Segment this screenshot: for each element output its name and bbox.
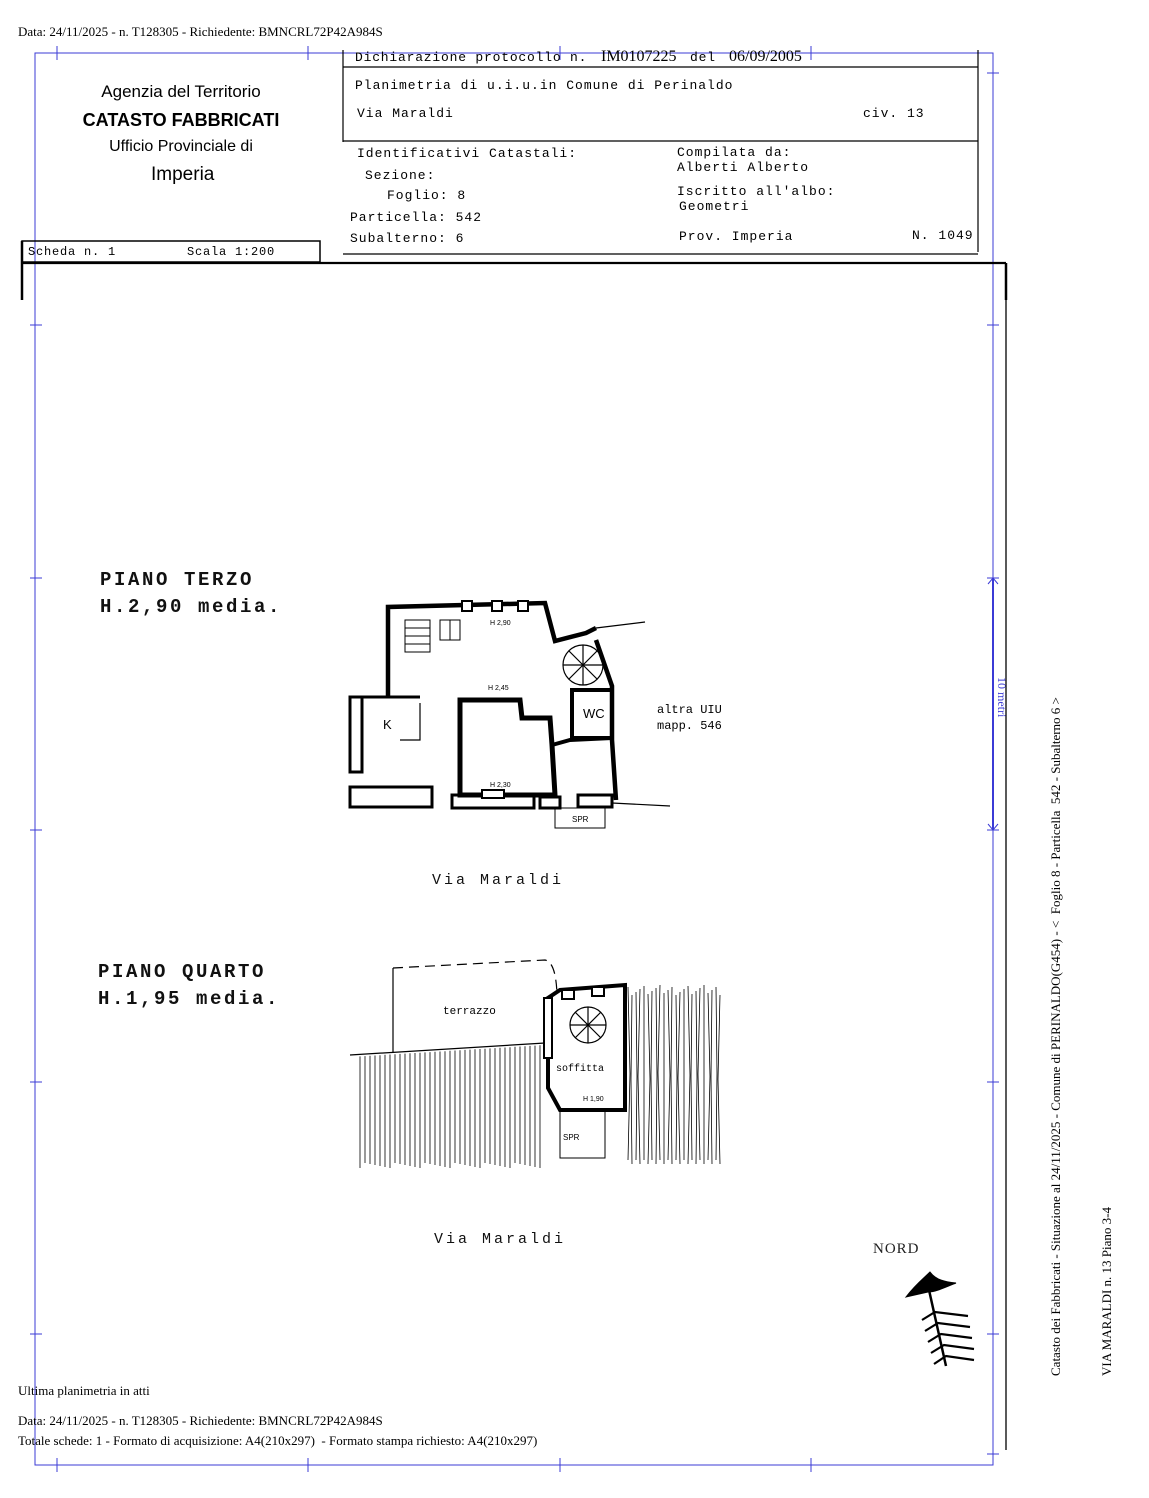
hatch-line — [698, 988, 700, 1160]
wall-south-1 — [350, 787, 432, 807]
hatch-line — [671, 987, 672, 1164]
wall-south-3 — [540, 797, 560, 808]
attic-entrance-label: SPR — [563, 1133, 580, 1142]
request-header: Data: 24/11/2025 - n. T128305 - Richiedente: BMNCRL72P42A984S — [18, 24, 383, 39]
hatch-line — [716, 987, 717, 1160]
identifiers-title: Identificativi Catastali: — [357, 146, 578, 161]
hatch-line — [651, 991, 652, 1160]
footer-note: Ultima planimetria in atti — [18, 1383, 150, 1398]
height-label-mid: H 2,45 — [488, 685, 509, 692]
wall-west — [350, 697, 362, 772]
kitchen-label: K — [383, 717, 392, 732]
declaration-label: Dichiarazione protocollo n. — [355, 50, 588, 65]
inner-door — [482, 790, 504, 798]
address-street: Via Maraldi — [357, 106, 454, 121]
identifier-particella: Particella: 542 — [350, 210, 483, 225]
footer-totals: Totale schede: 1 - Formato di acquisizione: A4(210x297) - Formato stampa richiesto: A4(210x297) — [18, 1433, 538, 1448]
neighbor-label-2: mapp. 546 — [657, 719, 722, 733]
bathroom-label: WC — [583, 706, 605, 721]
hatch-line — [688, 986, 690, 1164]
spiral-staircase-attic — [570, 1007, 606, 1043]
hatch-line — [676, 995, 677, 1160]
floor-title-terzo: PIANO TERZO — [100, 569, 255, 591]
spiral-staircase — [563, 645, 603, 685]
hatch-line — [718, 995, 720, 1164]
street-label-terzo: Via Maraldi — [432, 872, 565, 889]
floor-height-terzo: H.2,90 media. — [100, 596, 283, 618]
roof-hatching-west — [360, 1045, 540, 1168]
outer-wall-north — [388, 603, 596, 697]
neighbor-boundary — [596, 622, 645, 628]
hatch-line — [668, 990, 670, 1160]
terrace-label: terrazzo — [443, 1006, 496, 1018]
hatch-line — [656, 988, 657, 1164]
declaration-date-label: del — [690, 50, 716, 65]
hatch-line — [696, 991, 697, 1164]
attic-walls — [548, 985, 625, 1110]
compiler-title: Compilata da: — [677, 145, 792, 160]
height-label-top: H 2,90 — [490, 620, 511, 627]
sheet-scale: Scala 1:200 — [187, 245, 276, 259]
hatch-line — [678, 992, 680, 1164]
compiler-register: Geometri — [679, 199, 750, 214]
wall-south-4 — [578, 795, 612, 807]
attic-height-label: H 1,90 — [583, 1096, 604, 1103]
street-label-quarto: Via Maraldi — [434, 1231, 567, 1248]
province-name: Imperia — [151, 164, 215, 185]
floor-plan-piano-quarto — [350, 960, 720, 1168]
attic-label: soffitta — [556, 1064, 605, 1075]
footer-request: Data: 24/11/2025 - n. T128305 - Richiedente: BMNCRL72P42A984S — [18, 1413, 383, 1428]
plan-title: Planimetria di u.i.u.in Comune di Perinaldo — [355, 78, 734, 93]
hatch-line — [648, 994, 650, 1164]
frame-border — [35, 50, 993, 1465]
hatch-line — [711, 990, 712, 1164]
compiler-name: Alberti Alberto — [677, 160, 810, 175]
windows — [462, 601, 528, 611]
attic-entry — [544, 998, 552, 1058]
identifier-subalterno: Subalterno: 6 — [350, 231, 465, 246]
terrace-outline — [393, 960, 557, 995]
identifier-sezione: Sezione: — [365, 168, 436, 183]
hatch-line — [638, 989, 640, 1164]
hatch-line — [708, 993, 710, 1160]
roof-hatching-east — [628, 985, 720, 1164]
hatch-line — [636, 992, 637, 1160]
north-arrow-icon — [906, 1272, 974, 1366]
roof-edge — [350, 1043, 545, 1055]
hatch-line — [628, 987, 630, 1160]
kitchen-counter — [400, 703, 420, 740]
scale-bar-label: 10 metri — [995, 677, 1009, 718]
compiler-number: N. 1049 — [912, 228, 974, 243]
hatch-line — [658, 985, 660, 1160]
agency-name: Agenzia del Territorio — [101, 82, 261, 101]
compiler-province: Prov. Imperia — [679, 229, 794, 244]
declaration-number: IM0107225 — [601, 48, 677, 65]
hatch-line — [691, 994, 692, 1160]
sheet-number: Scheda n. 1 — [28, 245, 117, 259]
floor-height-quarto: H.1,95 media. — [98, 988, 281, 1010]
declaration-date: 06/09/2005 — [729, 48, 802, 65]
hatch-line — [631, 995, 632, 1164]
side-caption-line-1: Catasto dei Fabbricati - Situazione al 24/11/2025 - Comune di PERINALDO(G454) - < Foglio 8 - Particella 542 - Subalterno 6 > — [1048, 697, 1063, 1376]
north-arrow-feathers — [922, 1312, 974, 1364]
side-caption — [1013, 697, 1149, 1376]
side-caption-line-2: VIA MARALDI n. 13 Piano 3-4 — [1099, 1207, 1114, 1376]
registration-frame — [30, 46, 999, 1472]
identifier-foglio: Foglio: 8 — [387, 188, 467, 203]
inner-room-walls — [460, 700, 555, 795]
staircase — [405, 620, 460, 652]
floor-plan-piano-terzo — [350, 601, 722, 828]
registry-name: CATASTO FABBRICATI — [82, 110, 280, 130]
floor-title-quarto: PIANO QUARTO — [98, 961, 267, 983]
frame-ticks — [30, 46, 999, 1472]
height-label-bottom: H 2,30 — [490, 782, 511, 789]
neighbor-label-1: altra UIU — [657, 703, 722, 717]
street-boundary — [612, 803, 670, 806]
office-name: Ufficio Provinciale di — [109, 138, 253, 155]
north-label: NORD — [873, 1241, 920, 1257]
address-civic: civ. 13 — [863, 106, 925, 121]
compiler-register-label: Iscritto all'albo: — [677, 184, 836, 199]
entrance-label: SPR — [572, 815, 589, 824]
